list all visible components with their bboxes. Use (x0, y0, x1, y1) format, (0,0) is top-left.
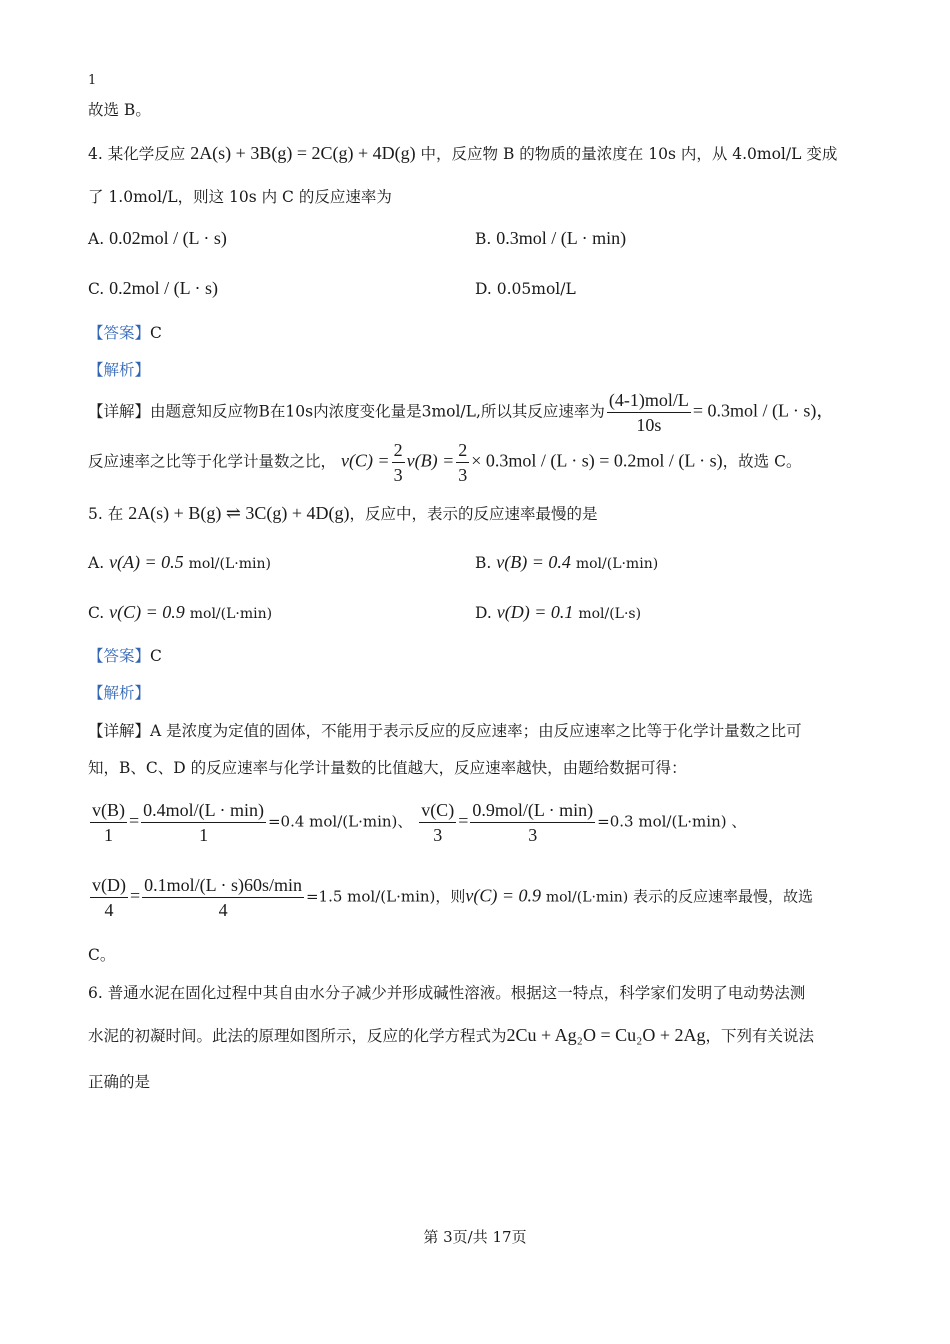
prev-conclusion: 故选 B。 (88, 101, 151, 119)
q5-detail-line2: 知，B、C、D 的反应速率与化学计量数的比值越大，反应速率越快，由题给数据可得： (88, 759, 687, 777)
fraction (456, 438, 469, 487)
q5-option-a (88, 552, 271, 573)
option-letter: A. (88, 554, 105, 572)
q4-detail-line1 (88, 388, 834, 437)
q4-option-c (88, 278, 218, 299)
q4-stem (88, 142, 837, 165)
fraction (607, 388, 691, 437)
option-letter: B. (475, 554, 492, 572)
fraction (141, 798, 266, 847)
detail-result: = 0.3mol / (L · s)， (692, 400, 835, 421)
option-letter: C. (88, 280, 105, 298)
fraction (419, 798, 456, 847)
fraction-denominator: 3 (393, 465, 403, 485)
rate-expression: v(B) = (406, 450, 455, 471)
q5-conclusion: C。 (88, 946, 116, 964)
header-mark: 1 (88, 73, 97, 88)
detail-text: 由题意知反应物B在10s内浓度变化量是3mol/L,所以其反应速率为 (150, 402, 605, 421)
ratio-result: =0.4 mol/(L·min)、 (267, 812, 413, 831)
detail-text: A 是浓度为定值的固体，不能用于表示反应的反应速率；由反应速率之比等于化学计量数之比可 (150, 722, 802, 740)
q5-number: 5. (88, 505, 103, 523)
q6-equation: 2Cu + Ag₂O = Cu₂O + 2Ag (506, 1025, 706, 1045)
fraction-denominator: 4 (218, 900, 228, 920)
option-letter: A. (88, 230, 105, 248)
fraction (142, 873, 304, 922)
option-text: 0.3mol / (L · min) (496, 228, 627, 248)
fraction (90, 873, 128, 922)
fraction-numerator: v(C) (419, 798, 456, 823)
q4-answer (88, 322, 162, 344)
fraction-numerator: v(D) (90, 873, 128, 898)
answer-value: C (150, 647, 162, 665)
fraction-denominator: 1 (104, 825, 113, 845)
q4-stem-line2: 了 1.0mol/L，则这 10s 内 C 的反应速率为 (88, 188, 392, 206)
q5-analysis-label: 【解析】 (88, 684, 151, 702)
q5-option-c (88, 602, 272, 623)
ratio-result: =1.5 mol/(L·min)，则 (305, 887, 466, 906)
q4-equation: 2A(s) + 3B(g) = 2C(g) + 4D(g) (190, 143, 416, 163)
q5-detail-line1 (88, 720, 802, 742)
q5-stem-suffix: ，反应中，表示的反应速率最慢的是 (349, 505, 598, 523)
q6-text: 普通水泥在固化过程中其自由水分子减少并形成碱性溶液。根据这一特点，科学家们发明了电动势法测 (107, 984, 806, 1002)
option-letter: C. (88, 604, 105, 622)
q5-option-b (475, 552, 658, 573)
q4-stem-prefix: 某化学反应 (107, 145, 186, 163)
fraction-numerator: 2 (456, 438, 469, 463)
q6-line1 (88, 982, 805, 1004)
q5-ratio-line1: $\frac{v(B)}{1}$ = $\frac{\text{0.4mol/(L · min)}}{1}$ =0.4 mol/(L·min)、 $\frac{v(C)}{3}$ = $\frac{\text{0.9mol/(L · min)}}{3}$ =0.3 mol/(L·min) 、 (92, 800, 747, 845)
detail-label: 【详解】 (88, 402, 151, 421)
rate-expression: v(C) = (340, 450, 390, 471)
fraction-denominator: 10s (636, 415, 662, 435)
q5-stem-prefix: 在 (107, 505, 124, 523)
fraction-denominator: 3 (528, 825, 538, 845)
option-unit: mol/(L·min) (188, 556, 271, 572)
rate-expression: × 0.3mol / (L · s) = 0.2mol / (L · s) (471, 450, 723, 471)
q4-analysis-label: 【解析】 (88, 361, 151, 379)
q6-number: 6. (88, 984, 103, 1002)
ratio-result: =0.3 mol/(L·min) 、 (597, 812, 747, 831)
rate-expression: v(C) = 0.9 (465, 885, 542, 906)
q6-text: 水泥的初凝时间。此法的原理如图所示，反应的化学方程式为 (88, 1027, 507, 1045)
answer-label: 【答案】 (88, 324, 151, 342)
q5-ratio-line2: $\frac{v(D)}{4}$ = $\frac{\text{0.1mol/(L · s)60s/min}}{4}$ =1.5 mol/(L·min)，则v(C) = 0.9 mol/(L·min) 表示的反应速率最慢，故选 (92, 875, 813, 920)
fraction-numerator: (4-1)mol/L (607, 388, 691, 413)
option-text: 0.05mol/L (496, 280, 576, 298)
option-letter: B. (475, 230, 492, 248)
fraction (392, 438, 405, 487)
fraction-numerator: 2 (392, 438, 405, 463)
q6-line2 (88, 1024, 814, 1047)
fraction-denominator: 3 (433, 825, 443, 845)
q5-option-d (475, 602, 641, 623)
q6-line3: 正确的是 (88, 1073, 151, 1091)
detail-label: 【详解】 (88, 722, 151, 740)
option-unit: mol/(L·min) (189, 606, 273, 622)
option-text: 0.2mol / (L · s) (109, 278, 218, 298)
rate-unit: mol/(L·min) (545, 889, 629, 906)
q5-answer (88, 645, 162, 667)
detail-text: 反应速率之比等于化学计量数之比， (88, 452, 337, 471)
option-expression: v(B) = 0.4 (496, 552, 571, 572)
option-letter: D. (475, 604, 492, 622)
fraction (90, 798, 127, 847)
detail-end: 表示的反应速率最慢，故选 (632, 887, 813, 906)
fraction-numerator: 0.4mol/(L · min) (141, 798, 266, 823)
fraction-denominator: 4 (104, 900, 114, 920)
option-expression: v(C) = 0.9 (109, 602, 185, 622)
q4-detail-line2 (88, 438, 801, 487)
option-letter: D. (475, 280, 492, 298)
fraction-numerator: 0.9mol/(L · min) (470, 798, 595, 823)
fraction-denominator: 1 (199, 825, 209, 845)
q4-option-b (475, 228, 626, 249)
option-expression: v(D) = 0.1 (496, 602, 574, 622)
fraction (470, 798, 595, 847)
q6-text: ，下列有关说法 (705, 1027, 815, 1045)
fraction-numerator: 0.1mol/(L · s)60s/min (142, 873, 304, 898)
answer-label: 【答案】 (88, 647, 151, 665)
q4-number: 4. (88, 145, 103, 163)
fraction-denominator: 3 (458, 465, 468, 485)
q5-equation: 2A(s) + B(g) ⇌ 3C(g) + 4D(g) (128, 503, 350, 523)
fraction-numerator: v(B) (90, 798, 127, 823)
detail-end: ，故选 C。 (722, 452, 802, 471)
q4-option-d (475, 280, 576, 298)
answer-value: C (150, 324, 162, 342)
option-unit: mol/(L·s) (578, 606, 642, 622)
option-unit: mol/(L·min) (575, 556, 659, 572)
option-text: 0.02mol / (L · s) (109, 228, 227, 248)
option-expression: v(A) = 0.5 (109, 552, 184, 572)
q5-stem (88, 502, 598, 525)
q4-stem-suffix: 中，反应物 B 的物质的量浓度在 10s 内，从 4.0mol/L 变成 (420, 145, 838, 163)
page-footer: 第 3页/共 17页 (423, 1228, 527, 1246)
q4-option-a (88, 228, 227, 249)
